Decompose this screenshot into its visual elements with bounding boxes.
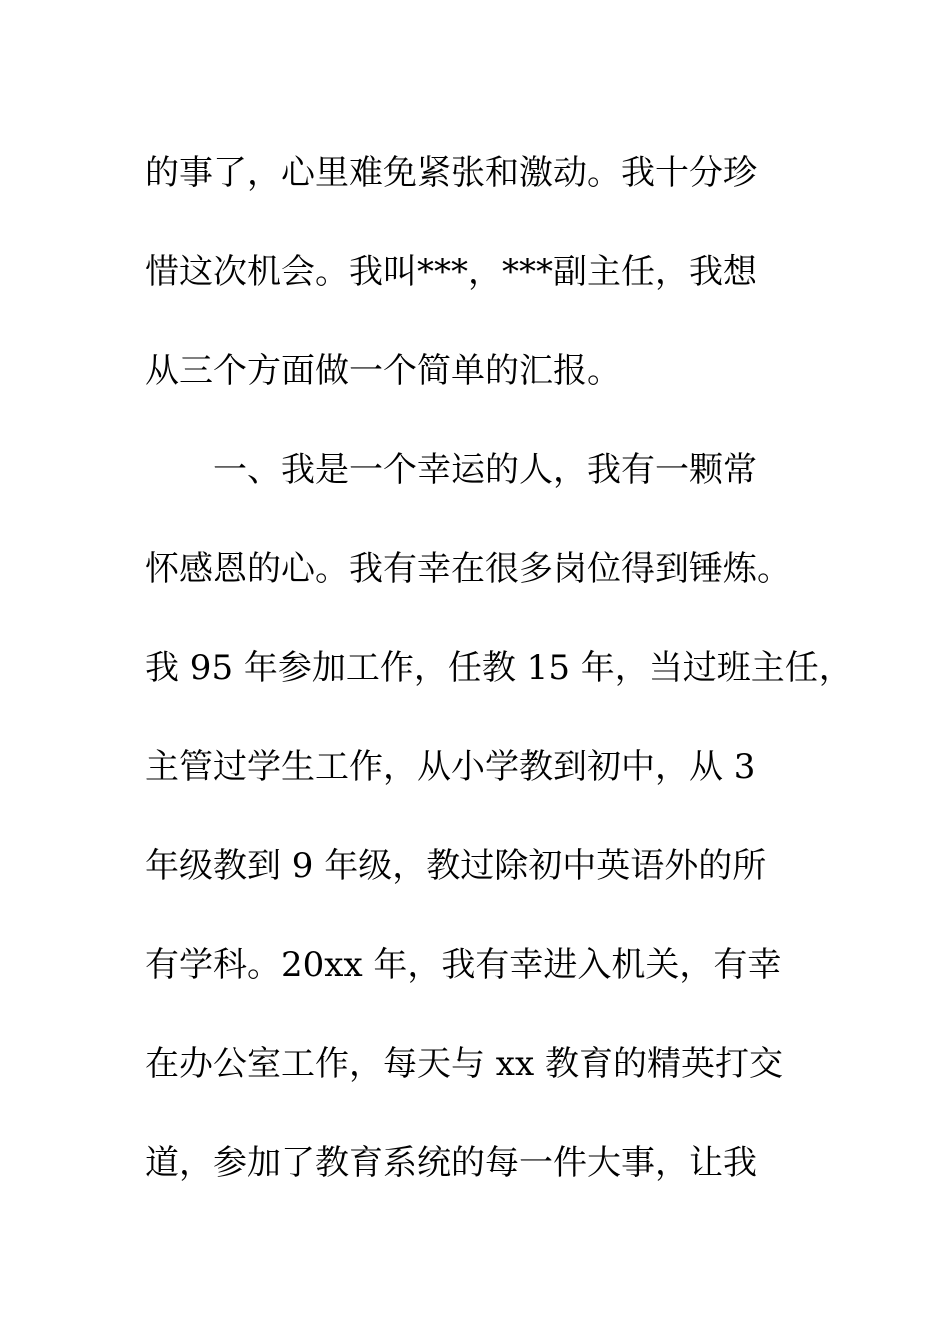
text-line-11: 道，参加了教育系统的每一件大事，让我	[145, 1143, 757, 1183]
text-line-9: 有学科。20xx 年，我有幸进入机关，有幸	[145, 945, 782, 985]
text-line-7: 主管过学生工作，从小学教到初中，从 3	[145, 747, 756, 787]
text-line-6: 我 95 年参加工作，任教 15 年，当过班主任，	[145, 648, 853, 688]
text-line-1: 的事了，心里难免紧张和激动。我十分珍	[145, 153, 757, 193]
text-line-10: 在办公室工作，每天与 xx 教育的精英打交	[145, 1044, 783, 1084]
text-line-3: 从三个方面做一个简单的汇报。	[145, 351, 621, 391]
text-line-8: 年级教到 9 年级，教过除初中英语外的所	[145, 846, 767, 886]
text-line-5: 怀感恩的心。我有幸在很多岗位得到锤炼。	[145, 549, 791, 589]
text-line-4: 一、我是一个幸运的人，我有一颗常	[145, 450, 757, 490]
body-text	[145, 124, 853, 1213]
text-line-2: 惜这次机会。我叫***，***副主任，我想	[145, 252, 757, 292]
